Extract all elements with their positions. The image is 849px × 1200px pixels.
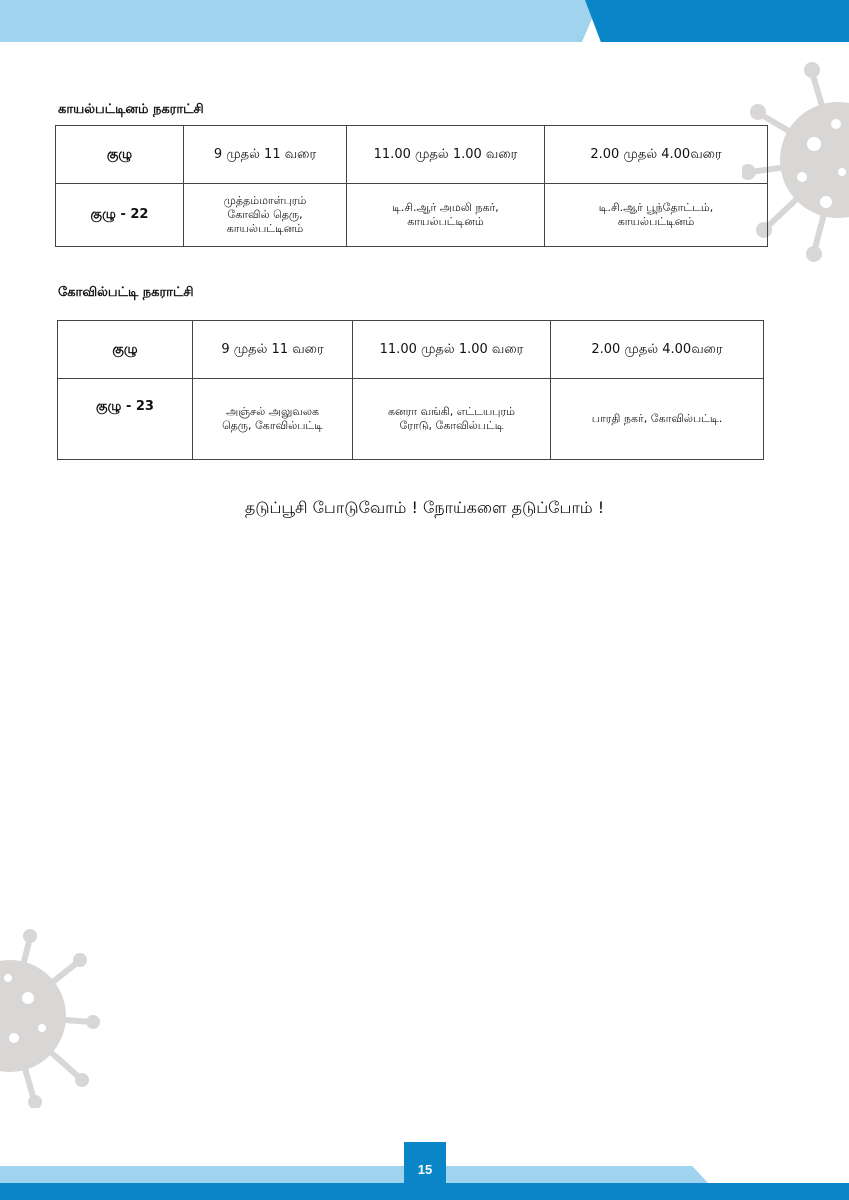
- footer-banner-light: [446, 1166, 708, 1183]
- location-line: காயல்பட்டினம்: [407, 215, 484, 228]
- location-line: பாரதி நகர், கோவில்பட்டி.: [591, 411, 723, 425]
- schedule-table: [57, 320, 764, 460]
- location-line: முத்தம்மாள்புரம்: [223, 193, 307, 207]
- location-line: டி.சி.ஆர் அமலி நகர்,: [392, 200, 499, 214]
- column-header: 9 முதல் 11 வரை: [184, 126, 347, 184]
- location-cell: [347, 184, 545, 247]
- location-line: டி.சி.ஆர் பூந்தோட்டம்,: [598, 200, 714, 214]
- section-title: காயல்பட்டினம் நகராட்சி: [58, 102, 204, 117]
- location-cell: [545, 184, 768, 247]
- column-header: 11.00 முதல் 1.00 வரை: [353, 321, 551, 379]
- location-line: ரோடு, கோவில்பட்டி: [399, 419, 504, 432]
- group-cell: குழு - 23: [58, 379, 193, 460]
- footer-banner-dark: [446, 1183, 849, 1200]
- location-cell: [551, 379, 764, 460]
- column-header: 9 முதல் 11 வரை: [193, 321, 353, 379]
- schedule-table: [55, 125, 768, 247]
- location-line: தெரு, கோவில்பட்டி: [222, 419, 323, 432]
- column-header: குழு: [58, 321, 193, 379]
- top-banner-light: [0, 0, 600, 42]
- location-line: காயல்பட்டினம்: [226, 222, 304, 236]
- footer-banner-dark: [0, 1183, 404, 1200]
- column-header: 2.00 முதல் 4.00வரை: [551, 321, 764, 379]
- column-header: 11.00 முதல் 1.00 வரை: [347, 126, 545, 184]
- section-title: கோவில்பட்டி நகராட்சி: [58, 285, 194, 300]
- footer-banner-light: [0, 1166, 404, 1183]
- location-line: கோவில் தெரு,: [227, 207, 303, 221]
- virus-icon: [0, 928, 100, 1108]
- location-line: கனரா வங்கி, எட்டயபுரம்: [387, 404, 516, 418]
- location-cell: [193, 379, 353, 460]
- location-cell: [353, 379, 551, 460]
- column-header: 2.00 முதல் 4.00வரை: [545, 126, 768, 184]
- location-line: காயல்பட்டினம்: [617, 215, 695, 228]
- location-line: அஞ்சல் அலுவலக: [225, 404, 319, 418]
- column-header: குழு: [56, 126, 184, 184]
- slogan: தடுப்பூசி போடுவோம் ! நோய்களை தடுப்போம் !: [244, 498, 605, 517]
- top-banner-dark: [585, 0, 849, 42]
- location-cell: [184, 184, 347, 247]
- group-cell: குழு - 22: [56, 184, 184, 247]
- page-number: 15: [404, 1142, 446, 1200]
